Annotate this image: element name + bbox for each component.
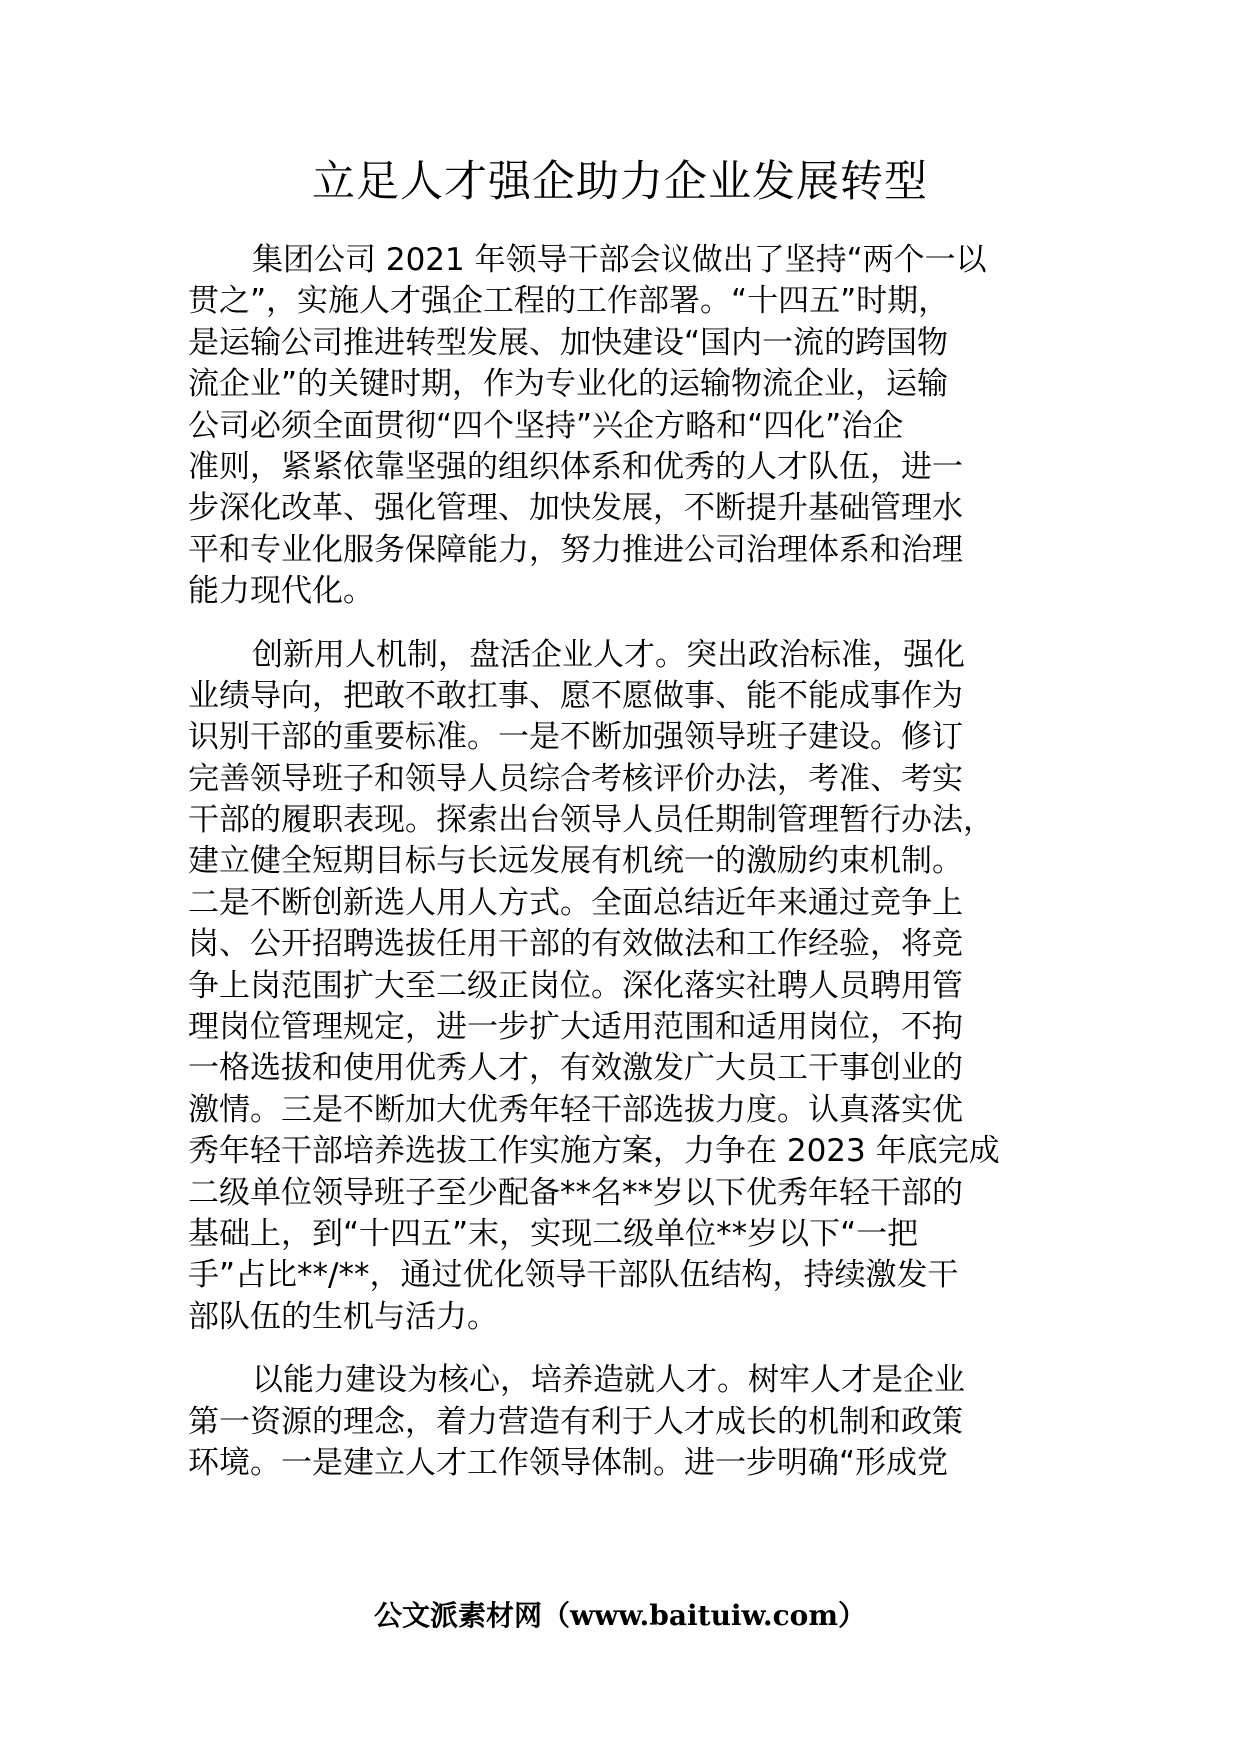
document-title: 立足人才强企助力企业发展转型 xyxy=(312,157,928,207)
paragraph-2 xyxy=(188,635,1058,1339)
text-line: 争上岗范围扩大至二级正岗位。深化落实社聘人员聘用管 xyxy=(188,967,963,1004)
text-line: 平和专业化服务保障能力，努力推进公司治理体系和治理 xyxy=(188,531,963,568)
text-line: 步深化改革、强化管理、加快发展，不断提升基础管理水 xyxy=(188,490,963,527)
text-line: 岗、公开招聘选拔任用干部的有效做法和工作经验，将竞 xyxy=(188,926,963,963)
text-line: 贯之”，实施人才强企工程的工作部署。“十四五”时期， xyxy=(188,283,950,320)
text-line: 干部的履职表现。探索出台领导人员任期制管理暂行办法， xyxy=(188,802,994,839)
text-line: 激情。三是不断加大优秀年轻干部选拔力度。认真落实优 xyxy=(188,1091,963,1128)
text-line: 基础上，到“十四五”末，实现二级单位**岁以下“一把 xyxy=(188,1215,919,1252)
text-line: 二是不断创新选人用人方式。全面总结近年来通过竞争上 xyxy=(188,884,963,921)
text-line: 准则，紧紧依靠坚强的组织体系和优秀的人才队伍，进一 xyxy=(188,448,963,485)
text-line: 集团公司 2021 年领导干部会议做出了坚持“两个一以 xyxy=(252,242,987,278)
footer-watermark: 公文派素材网（www.baituiw.com） xyxy=(374,1599,866,1632)
text-line: 完善领导班子和领导人员综合考核评价办法，考准、考实 xyxy=(188,760,963,797)
text-line: 一格选拔和使用优秀人才，有效激发广大员工干事创业的 xyxy=(188,1050,963,1087)
text-line: 识别干部的重要标准。一是不断加强领导班子建设。修订 xyxy=(188,719,963,756)
text-line: 秀年轻干部培养选拔工作实施方案，力争在 2023 年底完成 xyxy=(188,1133,1000,1170)
text-line: 环境。一是建立人才工作领导体制。进一步明确“形成党 xyxy=(188,1444,949,1481)
text-line: 流企业”的关键时期，作为专业化的运输物流企业，运输 xyxy=(188,366,949,403)
text-line: 建立健全短期目标与长远发展有机统一的激励约束机制。 xyxy=(188,843,963,880)
text-line: 能力现代化。 xyxy=(188,573,374,610)
text-line: 第一资源的理念，着力营造有利于人才成长的机制和政策 xyxy=(188,1403,963,1440)
text-line: 创新用人机制，盘活企业人才。突出政治标准，强化 xyxy=(252,636,965,673)
text-line: 部队伍的生机与活力。 xyxy=(188,1298,498,1335)
text-line: 理岗位管理规定，进一步扩大适用范围和适用岗位，不拘 xyxy=(188,1009,963,1046)
text-line: 二级单位领导班子至少配备**名**岁以下优秀年轻干部的 xyxy=(188,1174,963,1211)
text-line: 业绩导向，把敢不敢扛事、愿不愿做事、能不能成事作为 xyxy=(188,677,963,714)
paragraph-3 xyxy=(188,1360,1058,1484)
text-line: 公司必须全面贯彻“四个坚持”兴企方略和“四化”治企 xyxy=(188,407,904,444)
text-line: 是运输公司推进转型发展、加快建设“国内一流的跨国物 xyxy=(188,324,949,361)
text-line: 手”占比**/**，通过优化领导干部队伍结构，持续激发干 xyxy=(188,1257,959,1294)
text-line: 以能力建设为核心，培养造就人才。树牢人才是企业 xyxy=(252,1362,965,1399)
document-body xyxy=(188,240,1058,1506)
paragraph-1 xyxy=(188,240,1058,613)
